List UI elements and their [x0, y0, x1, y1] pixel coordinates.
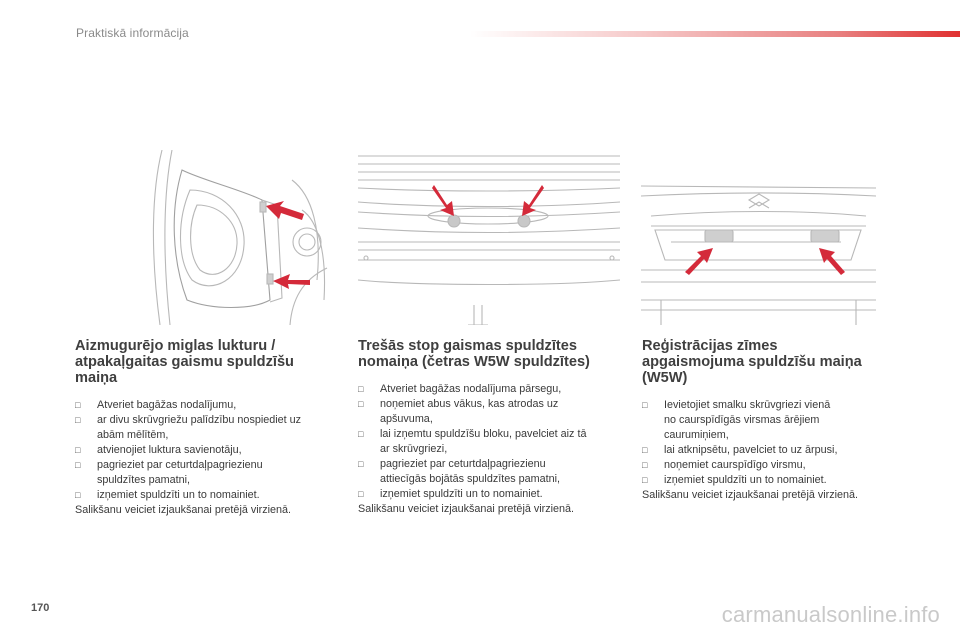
checkbox-bullet-icon: □ — [358, 384, 364, 394]
list-item: □ noņemiet abus vākus, kas atrodas uz apšuvuma, — [358, 398, 559, 425]
section-rear-fog-lamp — [75, 338, 345, 518]
checkbox-bullet-icon: □ — [75, 490, 81, 500]
checkbox-bullet-icon: □ — [75, 415, 81, 425]
checkbox-bullet-icon: □ — [358, 399, 364, 409]
rear-lamp-illustration — [142, 150, 336, 325]
arrow-icon — [685, 248, 845, 275]
steps-list — [642, 398, 912, 488]
list-item: □ lai atknipsētu, pavelciet to uz ārpusi, — [642, 444, 838, 456]
section-note: Salikšanu veiciet izjaukšanai pretējā virzienā. — [358, 503, 575, 515]
arrow-icon — [266, 201, 310, 289]
checkbox-bullet-icon: □ — [75, 445, 81, 455]
list-item: □ Atveriet bagāžas nodalījuma pārsegu, — [358, 383, 562, 395]
arrow-icon — [432, 185, 544, 216]
steps-list — [358, 382, 628, 502]
checkbox-bullet-icon: □ — [642, 475, 648, 485]
page-header-title: Praktiskā informācija — [76, 26, 189, 40]
list-item: □ lai izņemtu spuldzīšu bloku, pavelciet aiz tā ar skrūvgriezi, — [358, 428, 587, 455]
list-item: □ pagrieziet par ceturtdaļpagriezienu attiecīgās bojātās spuldzītes pamatni, — [358, 458, 561, 485]
page-number: 170 — [31, 602, 50, 614]
list-item: □ izņemiet spuldzīti un to nomainiet. — [75, 489, 260, 501]
section-note: Salikšanu veiciet izjaukšanai pretējā virzienā. — [75, 504, 292, 516]
checkbox-bullet-icon: □ — [642, 445, 648, 455]
checkbox-bullet-icon: □ — [75, 400, 81, 410]
section-title: Trešās stop gaismas spuldzītes nomaiņa (četras W5W spuldzītes) — [358, 338, 590, 370]
section-license-plate-light — [642, 338, 912, 503]
list-item: □ izņemiet spuldzīti un to nomainiet. — [642, 474, 827, 486]
watermark: carmanualsonline.info — [721, 602, 940, 627]
list-item: □ atvienojiet luktura savienotāju, — [75, 444, 242, 456]
section-title: Aizmugurējo miglas lukturu / atpakaļgaitas gaismu spuldzīšu maiņa — [75, 338, 294, 386]
section-title: Reģistrācijas zīmes apgaismojuma spuldzīšu maiņa (W5W) — [642, 338, 862, 386]
header-accent-bar — [470, 31, 960, 37]
section-note: Salikšanu veiciet izjaukšanai pretējā virzienā. — [642, 489, 859, 501]
checkbox-bullet-icon: □ — [642, 460, 648, 470]
list-item: □ ar divu skrūvgriežu palīdzību nospiediet uz abām mēlītēm, — [75, 414, 302, 441]
checkbox-bullet-icon: □ — [642, 400, 648, 410]
third-brake-light-illustration — [358, 150, 620, 325]
checkbox-bullet-icon: □ — [75, 460, 81, 470]
checkbox-bullet-icon: □ — [358, 459, 364, 469]
section-third-brake-light — [358, 338, 628, 517]
list-item: □ izņemiet spuldzīti un to nomainiet. — [358, 488, 543, 500]
license-plate-light-illustration — [641, 150, 876, 325]
list-item: □ Ievietojiet smalku skrūvgriezi vienā no caurspīdīgās virsmas ārējiem caurumiņiem, — [642, 399, 831, 441]
list-item: □ Atveriet bagāžas nodalījumu, — [75, 399, 237, 411]
list-item: □ noņemiet caurspīdīgo virsmu, — [642, 459, 806, 471]
checkbox-bullet-icon: □ — [358, 429, 364, 439]
checkbox-bullet-icon: □ — [358, 489, 364, 499]
steps-list — [75, 398, 345, 503]
list-item: □ pagrieziet par ceturtdaļpagriezienu spuldzītes pamatni, — [75, 459, 263, 486]
